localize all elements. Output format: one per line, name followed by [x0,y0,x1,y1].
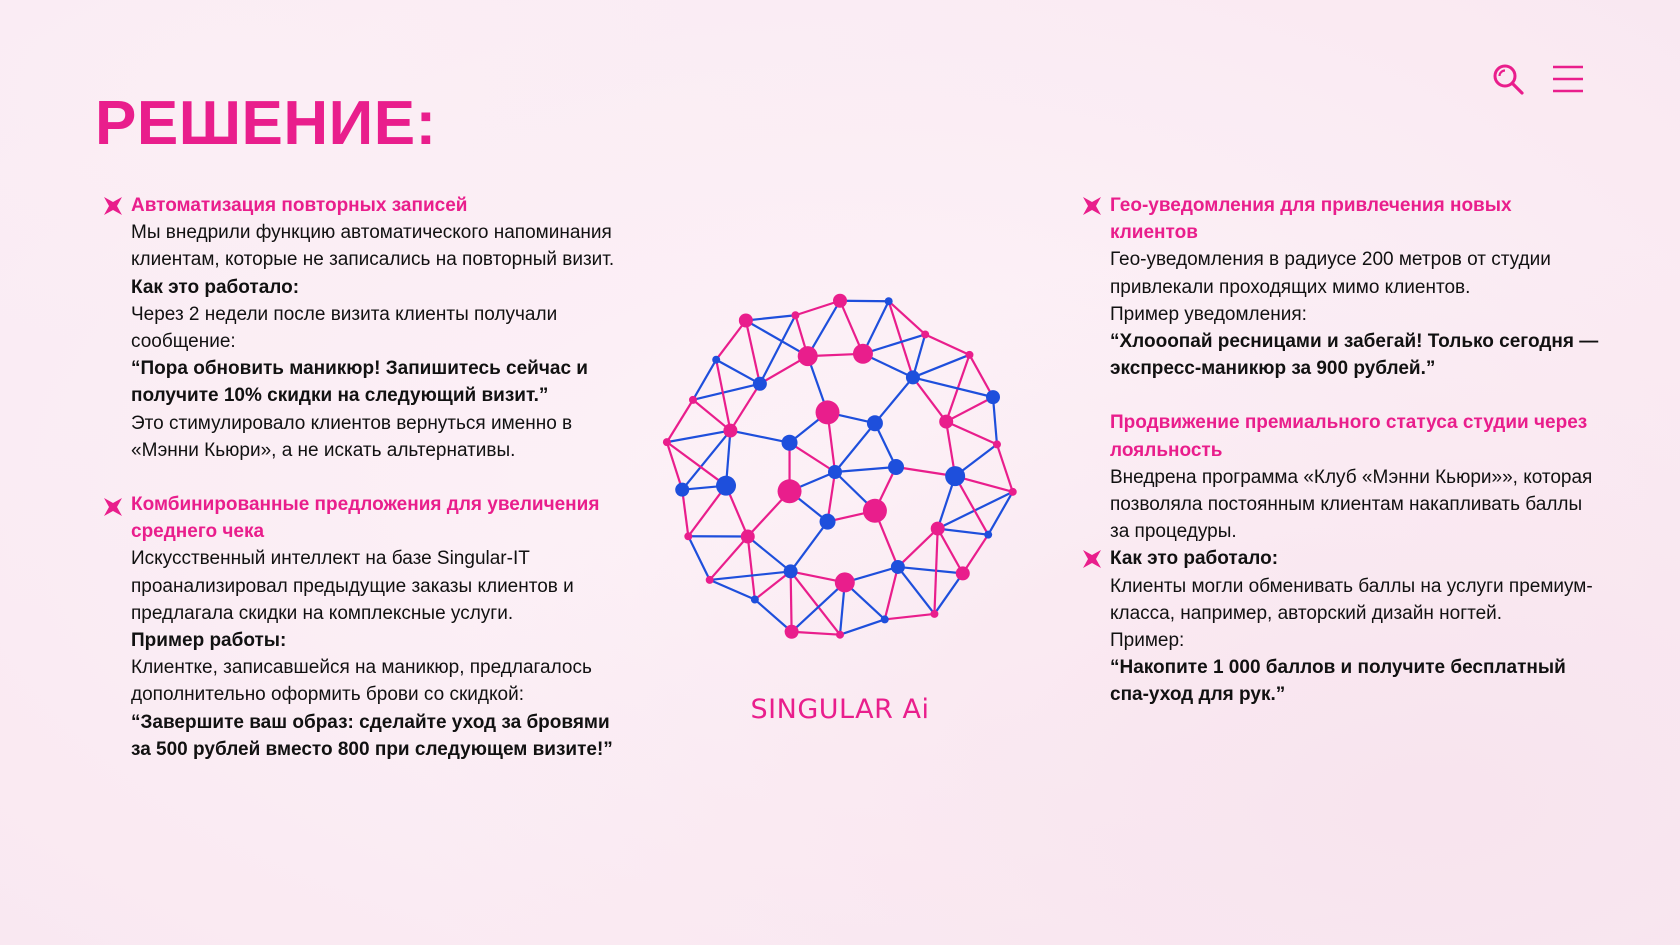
network-edge [792,632,840,635]
network-edge [730,431,789,443]
network-node [956,566,970,580]
network-node [891,560,905,574]
network-node [816,400,840,424]
section-auto-booking [103,192,623,464]
network-edge [791,571,792,631]
network-edge [791,522,828,572]
network-node [853,344,873,364]
network-node [712,356,720,364]
network-node [723,424,737,438]
network-edge [925,334,969,354]
four-point-star-icon [1082,196,1102,216]
network-node [984,531,992,539]
network-edge [898,567,935,614]
network-node [835,572,855,592]
network-edge [710,571,791,580]
brand-label: SINGULAR Ai [750,694,930,725]
network-edge [710,537,748,580]
network-edge [993,397,997,444]
right-column [1082,192,1602,736]
network-node [921,330,929,338]
network-edge [934,573,962,614]
network-node [706,576,714,584]
network-node [863,499,887,523]
network-node [930,610,938,618]
network-edge [682,490,688,537]
section-text: Внедрена программа «Клуб «Мэнни Кьюри»», которая позволяла постоянным клиентам накапливать баллы за процедуры. [1110,466,1593,543]
search-icon[interactable] [1491,62,1525,96]
network-edge [693,384,760,400]
network-node [885,297,893,305]
section-quote: “Накопите 1 000 баллов и получите бесплатный спа-уход для рук.” [1110,657,1566,706]
network-node [785,625,799,639]
network-node [753,377,767,391]
label-row [1110,545,1602,572]
section-heading: Продвижение премиального статуса студии через лояльность [1110,412,1588,461]
network-node [1009,488,1017,496]
network-edge [755,600,792,632]
network-edge [746,321,760,384]
network-node [993,440,1001,448]
section-premium-loyalty [1082,409,1602,708]
network-node [867,415,883,431]
section-text: Через 2 недели после визита клиенты получали сообщение: [131,303,558,353]
network-node [820,514,836,530]
network-edge [898,567,963,573]
section-text: Искусственный интеллект на базе Singular-IT проанализировал предыдущие заказы клиентов и предлагала скидки на комплексные услуги. [131,548,574,624]
page-title: РЕШЕНИЕ: [95,89,437,158]
network-edge [938,529,988,535]
network-edge [746,315,796,320]
network-edge [997,444,1013,491]
network-edge [667,400,693,442]
network-node [828,465,842,479]
section-quote: “Пора обновить маникюр! Запишитесь сейчас и получите 10% скидки на следующий визит.” [131,358,588,407]
network-edge [667,442,682,490]
section-text: Гео-уведомления в радиусе 200 метров от студии привлекали проходящих мимо клиентов. [1110,249,1551,298]
section-heading: Автоматизация повторных записей [131,195,468,216]
network-edge [969,355,993,397]
section-label: Пример работы: [131,630,287,652]
top-toolbar [1491,62,1585,96]
network-edge [667,442,726,486]
section-label: Как это работало: [1110,548,1279,570]
network-node [684,532,692,540]
network-edge [898,529,938,567]
section-text: Это стимулировало клиентов вернуться именно в «Мэнни Кьюри», а не искать альтернативы. [131,412,573,461]
network-node [778,479,802,503]
left-column [103,192,623,790]
network-edge [693,360,716,400]
network-node [945,466,965,486]
network-edge [667,431,730,443]
network-edge [688,536,709,580]
network-edge [885,567,898,619]
network-node [965,351,973,359]
network-node [716,476,736,496]
network-edge [913,355,970,378]
network-edge [716,321,746,360]
network-node [906,370,920,384]
network-node [782,435,798,451]
four-point-star-icon [1082,549,1102,569]
network-edge [748,537,755,600]
network-node [836,631,844,639]
network-node [798,346,818,366]
network-node [833,294,847,308]
section-text: Пример уведомления: [1110,303,1307,325]
section-heading: Комбинированные предложения для увеличения среднего чека [131,494,600,543]
network-node [881,615,889,623]
network-edge [710,580,755,600]
network-node [739,314,753,328]
network-sphere-graphic [650,282,1030,662]
network-edge [885,614,935,619]
network-edge [792,582,845,631]
menu-icon[interactable] [1551,62,1585,96]
section-label: Как это работало: [131,276,300,298]
network-edge [790,443,835,472]
section-text: Пример: [1110,630,1185,652]
network-edge [938,529,963,574]
four-point-star-icon [103,497,123,517]
network-node [791,311,799,319]
network-edge [946,422,997,445]
network-node [689,396,697,404]
section-heading: Гео-уведомления для привлечения новых клиентов [1110,195,1512,244]
network-edge [840,619,885,634]
network-node [663,438,671,446]
section-text: Клиенты могли обменивать баллы на услуги премиум-класса, например, авторский дизайн ногтей. [1110,575,1593,624]
network-node [784,564,798,578]
section-combo-offers [103,491,623,763]
network-node [939,415,953,429]
network-edge [716,360,760,384]
network-edge [835,467,896,472]
network-node [931,522,945,536]
section-quote: “Хлооопай ресницами и забегай! Только сегодня — экспресс-маникюр за 900 рублей.” [1110,331,1599,380]
network-edge [748,537,791,572]
four-point-star-icon [103,196,123,216]
network-node [888,459,904,475]
network-node [751,596,759,604]
network-node [675,483,689,497]
section-text: Мы внедрили функцию автоматического напоминания клиентам, которые не записались на повторный визит. [131,222,615,271]
network-edge [835,423,875,472]
network-node [986,390,1000,404]
network-edge [875,377,913,423]
section-quote: “Завершите ваш образ: сделайте уход за бровями за 500 рублей вместо 800 при следующем визите!” [131,711,613,760]
network-node [741,530,755,544]
section-geo-notifications [1082,192,1602,382]
section-text: Клиентке, записавшейся на маникюр, предлагалось дополнительно оформить брови со скидкой: [131,657,592,706]
